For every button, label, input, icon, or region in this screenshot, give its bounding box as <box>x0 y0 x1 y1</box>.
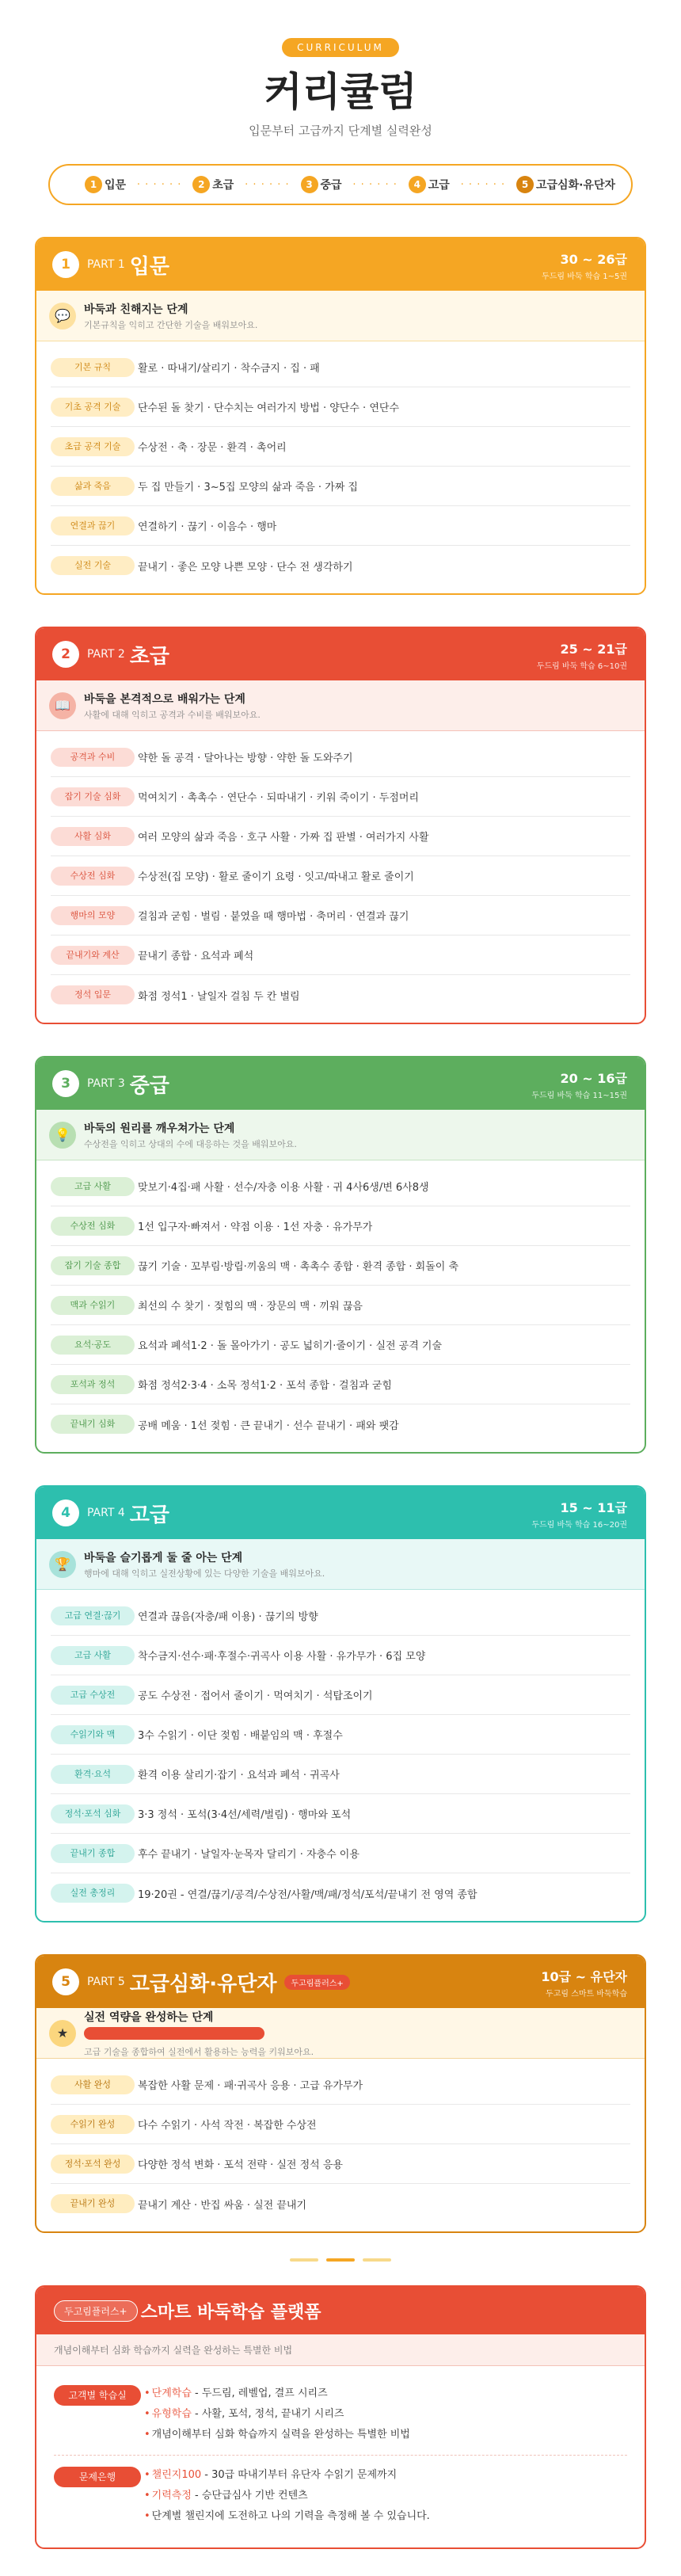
pagination-dot[interactable] <box>290 2258 318 2262</box>
topic-row <box>51 1873 630 1913</box>
stage-icon: 💬 <box>49 303 76 330</box>
stage-title: 바둑의 원리를 깨우쳐가는 단계 <box>84 1122 235 1135</box>
page-title: 커리큘럼 <box>264 69 417 115</box>
bullet-icon: • <box>144 2387 150 2399</box>
topic-text: 끝내기 · 좋은 모양 나쁜 모양 · 단수 전 생각하기 <box>138 561 353 574</box>
topic-tag: 끝내기 완성 <box>51 2194 135 2213</box>
nav-number: 5 <box>516 176 534 193</box>
pagination-dots <box>0 2258 681 2262</box>
platform-line <box>144 2465 430 2486</box>
stage-text <box>84 1120 297 1150</box>
card-spacer <box>0 1024 681 1056</box>
topic-row <box>51 387 630 427</box>
stage-desc: 고급 기술을 종합하여 실전에서 활용하는 능력을 키워보아요. <box>84 2046 314 2057</box>
part-level-range: 30 ~ 26급 <box>560 252 627 267</box>
topic-text: 요석과 폐석1·2 · 돌 몰아가기 · 공도 넓히기·줄이기 · 실전 공격 기술 <box>138 1340 443 1352</box>
topic-tag: 연결과 끊기 <box>51 516 135 535</box>
topic-tag: 삶과 죽음 <box>51 477 135 496</box>
topic-text: 최선의 수 찾기 · 젖힘의 맥 · 장문의 맥 · 끼워 끊음 <box>138 1301 363 1313</box>
card-spacer <box>0 1922 681 1954</box>
topic-text: 수상전 · 축 · 장문 · 환격 · 촉어리 <box>138 442 287 454</box>
part-number: 1 <box>52 251 79 278</box>
parts-list <box>0 237 681 2233</box>
part-duration: 두고림 스마트 바둑학습 <box>546 1990 627 1999</box>
topic-row <box>51 2065 630 2105</box>
topic-tag: 공격과 수비 <box>51 748 135 767</box>
part-chip: 두고림플러스+ <box>284 1975 349 1990</box>
topic-text: 다양한 정석 변화 · 포석 전략 · 실전 정석 응용 <box>138 2159 343 2171</box>
nav-number: 4 <box>409 176 426 193</box>
topic-row <box>51 1794 630 1834</box>
part-card-1 <box>35 237 646 595</box>
topic-text: 끊기 기술 · 꼬부림·방립·끼움의 맥 · 촉촉수 종합 · 환격 종합 · 회돌이 축 <box>138 1261 459 1273</box>
part-level-range: 25 ~ 21급 <box>560 642 627 657</box>
topic-row <box>51 1365 630 1404</box>
part-title: 중급 <box>129 1073 169 1098</box>
part-title: 고급심화·유단자 <box>129 1972 277 1996</box>
bullet-icon: • <box>144 2469 150 2481</box>
topic-text: 1선 입구자·빠져서 · 약점 이용 · 1선 자충 · 유가무가 <box>138 1221 373 1233</box>
topic-row <box>51 1206 630 1246</box>
topic-tag: 실전 기술 <box>51 556 135 575</box>
platform-line <box>144 2384 410 2404</box>
part-meta <box>542 250 627 281</box>
topic-text: 연결하기 · 끊기 · 이음수 · 행마 <box>138 521 277 533</box>
stage-intro <box>36 291 645 341</box>
topic-text: 화점 정석1 · 날일자 걸침 두 칸 벌림 <box>138 990 300 1003</box>
platform-row <box>54 2456 627 2536</box>
platform-lines <box>144 2465 430 2527</box>
stage-intro <box>36 1539 645 1590</box>
nav-item-2[interactable] <box>192 176 234 193</box>
topic-rows <box>36 731 645 1023</box>
nav-label: 중급 <box>320 179 342 192</box>
topic-tag: 고급 사활 <box>51 1646 135 1665</box>
nav-number: 3 <box>301 176 318 193</box>
part-label: PART 4 <box>87 1507 125 1519</box>
topic-rows <box>36 1590 645 1921</box>
nav-separator: · · · · · · <box>245 178 290 191</box>
platform-line-text: - 30급 따내기부터 유단자 수읽기 문제까지 <box>201 2469 398 2481</box>
topic-tag: 행마의 모양 <box>51 906 135 925</box>
topic-tag: 초급 공격 기술 <box>51 437 135 456</box>
part-duration: 두드림 바둑 학습 6~10권 <box>536 662 627 671</box>
topic-tag: 잡기 기술 심화 <box>51 787 135 806</box>
part-title: 초급 <box>129 644 169 669</box>
nav-label: 입문 <box>105 179 127 192</box>
part-duration: 두드림 바둑 학습 16~20권 <box>531 1521 627 1530</box>
stage-text <box>84 1549 325 1580</box>
topic-row <box>51 2105 630 2144</box>
topic-text: 화점 정석2·3·4 · 소목 정석1·2 · 포석 종합 · 걸침과 굳힘 <box>138 1380 392 1392</box>
part-duration: 두드림 바둑 학습 1~5권 <box>542 272 627 281</box>
stage-icon: 🏆 <box>49 1551 76 1578</box>
topic-rows <box>36 341 645 593</box>
topic-row <box>51 467 630 506</box>
topic-row <box>51 896 630 936</box>
topic-text: 약한 돌 공격 · 달아나는 방향 · 약한 돌 도와주기 <box>138 753 353 764</box>
card-spacer <box>0 1454 681 1485</box>
platform-highlight: 챌린지100 <box>151 2469 202 2481</box>
topic-tag: 고급 수상전 <box>51 1686 135 1705</box>
topic-row <box>51 1325 630 1365</box>
stage-title: 바둑을 슬기롭게 둘 줄 아는 단계 <box>84 1551 243 1564</box>
topic-text: 먹여치기 · 촉촉수 · 연단수 · 되따내기 · 키워 죽이기 · 두점머리 <box>138 792 419 804</box>
part-header <box>36 1487 645 1539</box>
part-meta <box>537 639 627 671</box>
topic-tag: 끝내기 종합 <box>51 1844 135 1863</box>
topic-tag: 고급 연결·끊기 <box>51 1606 135 1625</box>
part-number: 3 <box>52 1070 79 1097</box>
platform-row <box>54 2374 627 2456</box>
stage-icon: ★ <box>49 2020 76 2047</box>
platform-body <box>36 2366 645 2547</box>
stage-desc: 기본규칙을 익히고 간단한 기술을 배워보아요. <box>84 319 258 330</box>
stage-text <box>84 301 257 331</box>
platform-line-text: - 두드림, 레벨업, 결프 시리즈 <box>191 2387 328 2399</box>
part-number: 2 <box>52 641 79 668</box>
platform-line <box>144 2425 410 2445</box>
nav-label: 고급심화·유단자 <box>536 179 615 192</box>
part-header <box>36 238 645 291</box>
topic-text: 끝내기 종합 · 요석과 폐석 <box>138 951 254 962</box>
topic-row <box>51 2144 630 2184</box>
stage-intro <box>36 1110 645 1160</box>
topic-text: 끝내기 계산 · 반집 싸움 · 실전 끝내기 <box>138 2199 307 2212</box>
part-duration: 두드림 바둑 학습 11~15권 <box>531 1092 627 1100</box>
part-card-5 <box>35 1954 646 2233</box>
part-label: PART 5 <box>87 1976 125 1988</box>
part-meta <box>541 1967 627 1999</box>
platform-intro: 개념이해부터 심화 학습까지 실력을 완성하는 특별한 비법 <box>36 2334 645 2366</box>
platform-tag: 문제은행 <box>54 2467 141 2487</box>
topic-row <box>51 975 630 1015</box>
platform-line <box>144 2404 410 2425</box>
topic-tag: 환격·요석 <box>51 1765 135 1784</box>
bullet-icon: • <box>144 2490 150 2502</box>
part-level-range: 10급 ~ 유단자 <box>541 1969 627 1984</box>
part-level-range: 20 ~ 16급 <box>560 1071 627 1086</box>
topic-row <box>51 817 630 856</box>
curriculum-badge: CURRICULUM <box>282 38 399 57</box>
platform-lines <box>144 2384 410 2445</box>
topic-text: 연결과 끊음(자충/패 이용) · 끊기의 방향 <box>138 1611 318 1623</box>
part-header <box>36 628 645 680</box>
platform-highlight: 유형학습 <box>151 2408 192 2420</box>
platform-highlight: 기력측정 <box>151 2490 192 2502</box>
topic-row <box>51 737 630 777</box>
topic-text: 공도 수상전 · 접어서 줄이기 · 먹여치기 · 석탑조이기 <box>138 1690 373 1702</box>
part-card-2 <box>35 627 646 1024</box>
platform-line <box>144 2486 430 2506</box>
nav-separator: · · · · · · <box>136 178 182 191</box>
topic-text: 맞보기·4집·패 사활 · 선수/자충 이용 사활 · 귀 4사6생/변 6사8생 <box>138 1182 429 1194</box>
topic-text: 수상전(집 모양) · 활로 줄이기 요령 · 잇고/따내고 활로 줄이기 <box>138 871 414 883</box>
topic-text: 환격 이용 살리기·잡기 · 요석과 폐석 · 귀곡사 <box>138 1770 340 1781</box>
stage-desc: 수상전을 익히고 상대의 수에 대응하는 것을 배워보아요. <box>84 1138 297 1149</box>
nav-label: 고급 <box>428 179 450 192</box>
part-title: 고급 <box>129 1503 169 1527</box>
bullet-icon: • <box>144 2408 150 2420</box>
topic-tag: 정석·포석 완성 <box>51 2155 135 2174</box>
card-spacer <box>0 595 681 627</box>
platform-tag: 고객별 학습실 <box>54 2385 141 2406</box>
topic-row <box>51 1675 630 1715</box>
platform-line-text: - 승단급심사 기반 컨텐츠 <box>191 2490 308 2502</box>
topic-tag: 정석 입문 <box>51 985 135 1004</box>
topic-row <box>51 1404 630 1444</box>
stage-text <box>84 691 261 721</box>
topic-row <box>51 856 630 896</box>
stage-title: 바둑과 친해지는 단계 <box>84 303 188 316</box>
part-number: 4 <box>52 1499 79 1526</box>
highlight-bar <box>84 2027 264 2040</box>
nav-number: 1 <box>85 176 102 193</box>
page-subtitle: 입문부터 고급까지 단계별 실력완성 <box>249 124 432 138</box>
topic-tag: 맥과 수읽기 <box>51 1296 135 1315</box>
part-card-4 <box>35 1485 646 1922</box>
topic-text: 활로 · 따내기/살리기 · 착수금지 · 집 · 패 <box>138 363 320 375</box>
part-header <box>36 1956 645 2008</box>
nav-item-4[interactable] <box>409 176 450 193</box>
topic-tag: 잡기 기술 종합 <box>51 1256 135 1275</box>
topic-row <box>51 1246 630 1286</box>
topic-row <box>51 1596 630 1636</box>
topic-tag: 수상전 심화 <box>51 867 135 886</box>
topic-row <box>51 1167 630 1206</box>
topic-rows <box>36 1160 645 1452</box>
part-meta <box>531 1069 627 1100</box>
topic-text: 착수금지·선수·패·후절수·귀곡사 이용 사활 · 유가무가 · 6집 모양 <box>138 1651 426 1663</box>
stage-intro <box>36 680 645 731</box>
part-title: 입문 <box>129 254 169 279</box>
topic-row <box>51 546 630 585</box>
topic-row <box>51 1755 630 1794</box>
topic-tag: 수상전 심화 <box>51 1217 135 1236</box>
topic-row <box>51 1715 630 1755</box>
topic-row <box>51 427 630 467</box>
topic-row <box>51 777 630 817</box>
topic-text: 3·3 정석 · 포석(3·4선/세력/벌림) · 행마와 포석 <box>138 1809 352 1821</box>
topic-row <box>51 1286 630 1325</box>
topic-tag: 사활 심화 <box>51 827 135 846</box>
part-header <box>36 1057 645 1110</box>
topic-text: 걸침과 굳힘 · 벌림 · 붙였을 때 행마법 · 축머리 · 연결과 끊기 <box>138 911 409 923</box>
nav-separator: · · · · · · <box>460 178 506 191</box>
stage-title: 바둑을 본격적으로 배워가는 단계 <box>84 692 245 706</box>
bullet-icon: • <box>144 2429 150 2441</box>
platform-title: 스마트 바둑학습 플랫폼 <box>140 2302 321 2323</box>
nav-item-5[interactable] <box>516 176 615 193</box>
nav-label: 초급 <box>212 179 234 192</box>
topic-text: 다수 수읽기 · 사석 작전 · 복잡한 수상전 <box>138 2120 317 2132</box>
stage-desc: 사활에 대해 익히고 공격과 수비를 배워보아요. <box>84 709 261 720</box>
topic-row <box>51 1834 630 1873</box>
topic-text: 19·20권 - 연결/끊기/공격/수상전/사활/맥/패/정석/포석/끝내기 전 영역 종합 <box>138 1888 477 1901</box>
topic-row <box>51 506 630 546</box>
topic-rows <box>36 2059 645 2231</box>
topic-tag: 기본 규칙 <box>51 358 135 377</box>
topic-row <box>51 2184 630 2224</box>
part-number: 5 <box>52 1968 79 1995</box>
topic-text: 후수 끝내기 · 날일자·눈목자 달리기 · 자충수 이용 <box>138 1849 360 1861</box>
nav-number: 2 <box>192 176 210 193</box>
topic-row <box>51 936 630 975</box>
level-nav <box>48 164 633 205</box>
platform-line-text: - 사활, 포석, 정석, 끝내기 시리즈 <box>191 2408 344 2420</box>
topic-tag: 끝내기와 계산 <box>51 946 135 965</box>
platform-card <box>35 2285 646 2549</box>
topic-tag: 포석과 정석 <box>51 1375 135 1394</box>
platform-line-text: 단계별 챌린지에 도전하고 나의 기력을 측정해 볼 수 있습니다. <box>151 2510 430 2522</box>
topic-text: 여러 모양의 삶과 죽음 · 호구 사활 · 가짜 집 판별 · 여러가지 사활 <box>138 832 429 844</box>
platform-header <box>36 2287 645 2334</box>
pagination-dot-active[interactable] <box>326 2258 355 2262</box>
stage-icon: 📖 <box>49 692 76 719</box>
topic-text: 단수된 돌 찾기 · 단수치는 여러가지 방법 · 양단수 · 연단수 <box>138 402 399 414</box>
stage-intro <box>36 2008 645 2059</box>
nav-separator: · · · · · · <box>352 178 398 191</box>
nav-item-1[interactable] <box>85 176 126 193</box>
part-meta <box>531 1498 627 1530</box>
topic-text: 두 집 만들기 · 3~5집 모양의 삶과 죽음 · 가짜 집 <box>138 482 358 493</box>
topic-tag: 고급 사활 <box>51 1177 135 1196</box>
topic-text: 3수 수읽기 · 이단 젖힘 · 배붙임의 맥 · 후절수 <box>138 1730 343 1742</box>
platform-line-text: 개념이해부터 심화 학습까지 실력을 완성하는 특별한 비법 <box>151 2429 410 2441</box>
topic-tag: 사활 완성 <box>51 2075 135 2094</box>
bullet-icon: • <box>144 2510 150 2522</box>
pagination-dot[interactable] <box>363 2258 391 2262</box>
topic-row <box>51 1636 630 1675</box>
topic-tag: 정석·포석 심화 <box>51 1804 135 1823</box>
topic-text: 공배 메움 · 1선 젖힘 · 큰 끝내기 · 선수 끝내기 · 패와 팻감 <box>138 1419 399 1432</box>
stage-icon: 💡 <box>49 1122 76 1149</box>
part-label: PART 3 <box>87 1077 125 1090</box>
topic-row <box>51 348 630 387</box>
part-card-3 <box>35 1056 646 1454</box>
part-level-range: 15 ~ 11급 <box>560 1500 627 1515</box>
nav-item-3[interactable] <box>301 176 342 193</box>
part-label: PART 1 <box>87 258 125 271</box>
topic-tag: 수읽기 완성 <box>51 2115 135 2134</box>
topic-tag: 요석·공도 <box>51 1336 135 1355</box>
stage-desc: 행마에 대해 익히고 실전상황에 있는 다양한 기술을 배워보아요. <box>84 1568 325 1579</box>
part-label: PART 2 <box>87 648 125 661</box>
stage-title: 실전 역량을 완성하는 단계 <box>84 2010 214 2024</box>
topic-tag: 수읽기와 맥 <box>51 1725 135 1744</box>
topic-tag: 끝내기 심화 <box>51 1415 135 1434</box>
platform-highlight: 단계학습 <box>151 2387 192 2399</box>
platform-line <box>144 2506 430 2527</box>
stage-text <box>84 2009 314 2058</box>
platform-chip: 두고림플러스+ <box>54 2300 138 2322</box>
topic-tag: 기초 공격 기술 <box>51 398 135 417</box>
topic-text: 복잡한 사활 문제 · 패·귀곡사 응용 · 고급 유가무가 <box>138 2080 363 2092</box>
topic-tag: 실전 총정리 <box>51 1884 135 1903</box>
